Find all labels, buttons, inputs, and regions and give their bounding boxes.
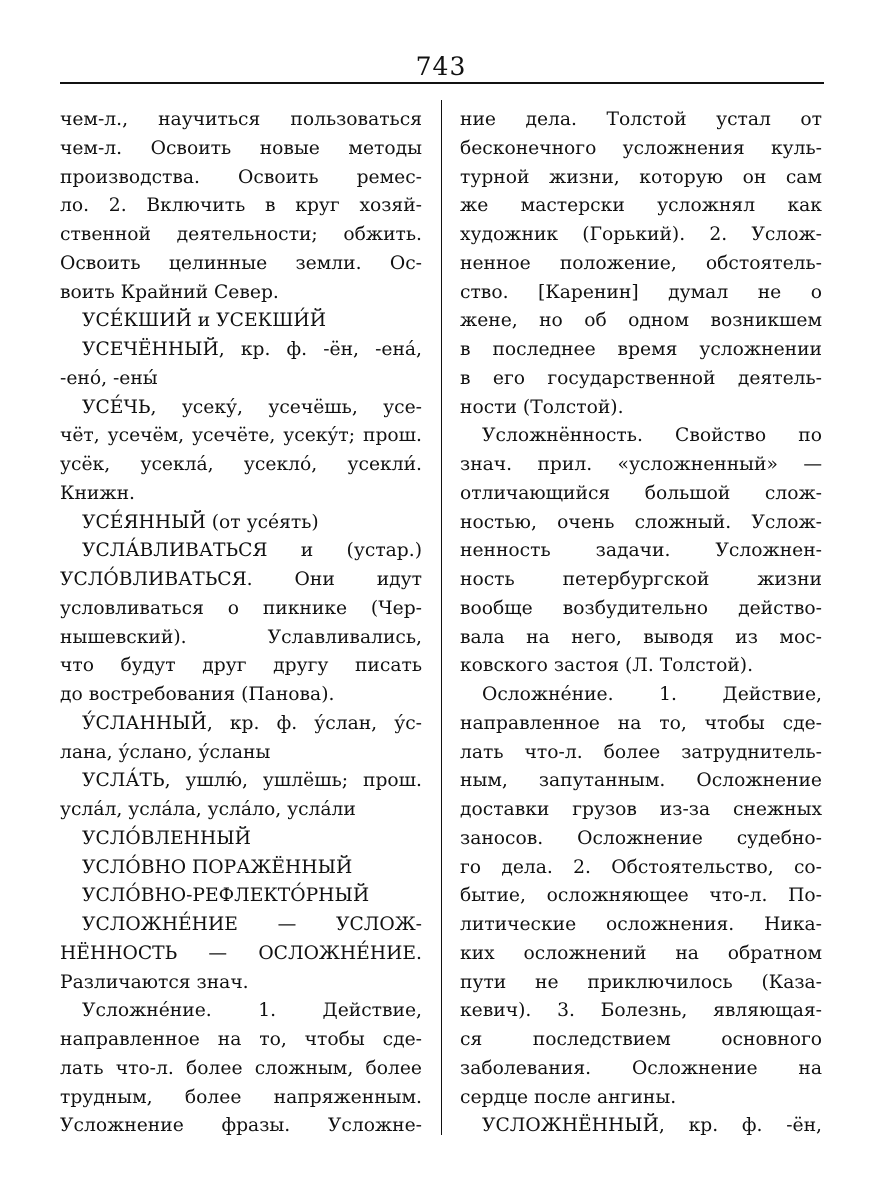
column-divider	[441, 100, 442, 1135]
text-line: в его государственной деятель-	[460, 367, 822, 389]
text-line: Книжн.	[60, 482, 135, 504]
text-line: ло. 2. Включить в круг хозяй-	[60, 195, 422, 217]
text-line: ненность задачи. Усложнен-	[460, 540, 822, 562]
text-line: ких осложнений на обратном	[460, 942, 822, 964]
text-line: в последнее время усложнении	[460, 339, 822, 360]
text-line: заносов. Осложнение судебно-	[460, 827, 822, 849]
text-line: Усложне́ние. 1. Действие,	[82, 1000, 422, 1022]
text-line: У́СЛАННЫЙ, кр. ф. у́слан, у́с-	[82, 712, 422, 734]
text-line: Осложне́ние. 1. Действие,	[482, 684, 822, 705]
text-line: литические осложнения. Ника-	[460, 914, 822, 935]
text-line: бесконечного усложнения куль-	[460, 137, 822, 159]
text-line: НЁННОСТЬ — ОСЛОЖНЕ́НИЕ.	[60, 942, 422, 964]
text-line: ковского застоя (Л. Толстой).	[460, 655, 754, 677]
text-line: вообще возбудительно действо-	[460, 597, 822, 619]
text-line: турной жизни, которую он сам	[460, 166, 822, 188]
text-line: доставки грузов из-за снежных	[460, 799, 822, 820]
text-line: заболевания. Осложнение на	[460, 1057, 822, 1079]
text-line: направленное на то, чтобы сде-	[60, 1029, 422, 1050]
header-rule	[60, 82, 824, 84]
text-line: УСЛОЖНЕ́НИЕ — УСЛОЖ-	[82, 914, 422, 935]
text-line: пути не приключилось (Каза-	[460, 971, 822, 993]
text-line: бытие, осложняющее что-л. По-	[460, 885, 822, 907]
text-line: ся последствием основного	[460, 1029, 822, 1050]
text-line: УСЛА́ВЛИВАТЬСЯ и (устар.)	[82, 540, 422, 562]
text-line: чем-л., научиться пользоваться	[60, 109, 422, 130]
text-line: кевич). 3. Болезнь, являющая-	[460, 1000, 822, 1022]
text-line: Различаются знач.	[60, 971, 249, 993]
text-line: условливаться о пикнике (Чер-	[60, 597, 422, 619]
text-line: знач. прил. «усложненный» —	[460, 454, 822, 475]
text-line: УСЛА́ТЬ, ушлю́, ушлёшь; прош.	[82, 770, 422, 792]
text-line: чем-л. Освоить новые методы	[60, 137, 422, 159]
text-line: ненное положение, обстоятель-	[460, 252, 822, 274]
text-line: УСЕЧЁННЫЙ, кр. ф. -ён, -ена́,	[82, 339, 422, 360]
text-line: чёт, усечём, усечёте, усеку́т; прош.	[60, 425, 422, 447]
text-line: ство. [Каренин] думал не о	[460, 281, 822, 303]
text-line: до востребования (Панова).	[60, 684, 335, 705]
page-number: 743	[415, 52, 467, 81]
text-line: сердце после ангины.	[460, 1086, 677, 1108]
text-line: отличающийся большой слож-	[460, 482, 822, 504]
right-column	[460, 106, 822, 1141]
text-line: воить Крайний Север.	[60, 281, 279, 303]
text-line: УСЛО́ВЛЕННЫЙ	[82, 827, 251, 849]
text-line: УСЕ́КШИЙ и УСЕКШИ́Й	[82, 310, 326, 332]
text-line: ностью, очень сложный. Услож-	[460, 511, 822, 533]
text-line: ным, запутанным. Осложнение	[460, 770, 822, 792]
text-line: лана, у́слано, у́сланы	[60, 741, 271, 763]
text-line: лать что-л. более затруднитель-	[460, 741, 822, 763]
text-line: художник (Горький). 2. Услож-	[460, 224, 822, 245]
text-line: УСЕ́ЯННЫЙ (от усе́ять)	[82, 511, 319, 533]
text-line: трудным, более напряженным.	[60, 1086, 422, 1108]
text-line: направленное на то, чтобы сде-	[460, 712, 822, 734]
text-line: вала на него, выводя из мос-	[460, 626, 822, 648]
text-line: усла́л, усла́ла, усла́ло, усла́ли	[60, 799, 356, 820]
text-line: лать что-л. более сложным, более	[60, 1057, 422, 1079]
text-line: производства. Освоить ремес-	[60, 166, 422, 188]
text-line: УСЛО́ВНО-РЕФЛЕКТО́РНЫЙ	[82, 885, 370, 907]
text-line: УСЛО́ВЛИВАТЬСЯ. Они идут	[60, 569, 422, 590]
text-line: ность петербургской жизни	[460, 569, 822, 590]
text-line: ности (Толстой).	[460, 396, 624, 418]
text-line: УСЛО́ВНО ПОРАЖЁННЫЙ	[82, 856, 353, 878]
text-line: нышевский). Уславливались,	[60, 626, 422, 648]
text-line: го дела. 2. Обстоятельство, со-	[460, 856, 822, 878]
text-line: ние дела. Толстой устал от	[460, 109, 822, 130]
text-line: усёк, усекла́, усекло́, усекли́.	[60, 454, 422, 475]
text-line: УСЛОЖНЁННЫЙ, кр. ф. -ён,	[482, 1115, 822, 1137]
text-line: же мастерски усложнял как	[460, 195, 822, 217]
left-column	[60, 106, 422, 1141]
text-line: что будут друг другу писать	[60, 655, 422, 677]
text-line: жене, но об одном возникшем	[460, 310, 822, 332]
text-line: УСЕ́ЧЬ, усеку́, усечёшь, усе-	[82, 396, 422, 418]
text-line: Усложнение фразы. Усложне-	[60, 1115, 422, 1137]
text-line: -ено́, -ены́	[60, 367, 158, 389]
text-line: Освоить целинные земли. Ос-	[60, 252, 422, 274]
text-line: ственной деятельности; обжить.	[60, 224, 422, 245]
text-line: Усложнённость. Свойство по	[482, 425, 822, 447]
